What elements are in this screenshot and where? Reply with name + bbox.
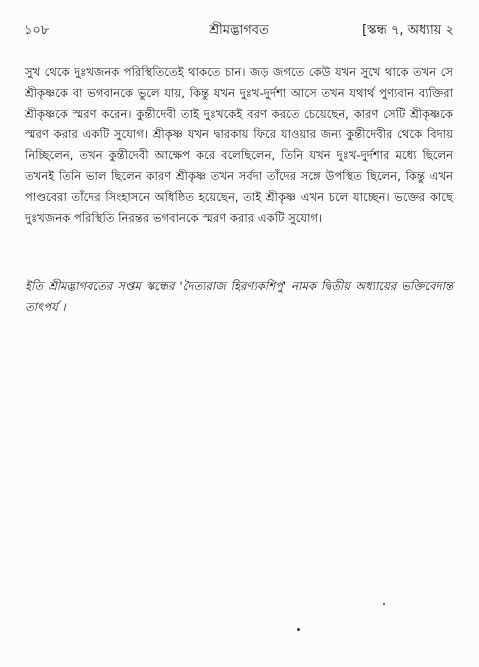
print-speck — [297, 628, 300, 631]
purport-paragraph: সুখ থেকে দুঃখজনক পরিস্থিতিতেই থাকতে চান। জড় জগতে কেউ যখন সুখে থাকে তখন সে শ্রীকৃষ্ণকে বা ভগবানকে ভুলে যায়, কিন্তু যখন দুঃখ-দুর্দশা আসে তখন যথার্থ পুণ্যবান ব্যক্তিরা শ্রীকৃষ্ণকে স্মরণ করেন। কুন্তীদেবী তাই দুঃখকেই বরণ করতে চেয়েছেন, কারণ সেটি শ্রীকৃষ্ণকে স্মরণ করার একটি সুযোগ। শ্রীকৃষ্ণ যখন দ্বারকায় ফিরে যাওয়ার জন্য কুন্তীদেবীর থেকে বিদায় নিচ্ছিলেন, তখন কুন্তীদেবী আক্ষেপ করে বলেছিলেন, তিনি যখন দুঃখ-দুর্দশার মধ্যে ছিলেন তখনই তিনি ভাল ছিলেন কারণ শ্রীকৃষ্ণ তখন সর্বদা তাঁদের সঙ্গে উপস্থিত ছিলেন, কিন্তু এখন পাণ্ডবেরা তাঁদের সিংহাসনে অধিষ্ঠিত হয়েছেন, তাই শ্রীকৃষ্ণ এখন চলে যাচ্ছেন। ভক্তের কাছে দুঃখজনক পরিস্থিতি নিরন্তর ভগবানকে স্মরণ করার একটি সুযোগ। — [25, 65, 453, 225]
page-number: ১০৮ — [24, 23, 50, 38]
book-title: শ্রীমদ্ভাগবত — [209, 23, 269, 38]
page-header — [24, 20, 454, 42]
chapter-reference: [স্কন্ধ ৭, অধ্যায় ২ — [362, 23, 454, 38]
print-speck — [383, 603, 385, 605]
chapter-colophon: ইতি শ্রীমদ্ভাগবতের সপ্তম স্কন্ধের 'দৈত্যরাজ হিরণ্যকশিপু' নামক দ্বিতীয় অধ্যায়ের ভক্তিবেদান্ত তাৎপর্য । — [25, 279, 453, 314]
